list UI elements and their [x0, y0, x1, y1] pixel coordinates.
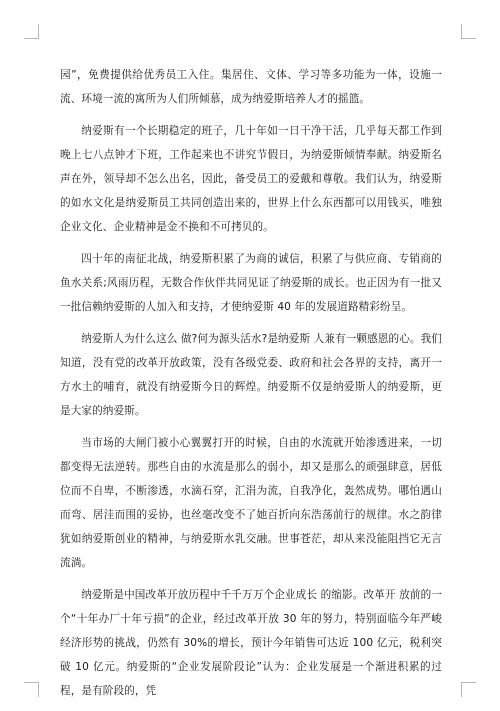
crop-mark-top-right — [461, 24, 476, 39]
crop-mark-top-left — [24, 24, 39, 39]
paragraph-5: 当市场的大闸门被小心翼翼打开的时候，自由的水流就开始渗透进来，一切都变得无法逆转。那些自由的水流是那么的弱小，却又是那么的顽强肆意，居低位而不自卑，不断渗透，水滴石穿，汇涓为流，自我净化，轰然成势。哪怕遇山而弯、居洼而围的妥协，也丝毫改变不了她百折向东浩荡前行的规律。水之韵律犹如纳爱斯创业的精神，与纳爱斯水乳交融。世事苍茫，却从来没能阻挡它无言流淌。 — [60, 437, 442, 569]
paragraph-3: 四十年的南征北战，纳爱斯积累了为商的诚信，积累了与供应商、专销商的鱼水关系;风雨历程，无数合作伙伴共同见证了纳爱斯的成长。也正因为有一批又一批信赖纳爱斯的人加入和支持，才使纳爱斯 40 年的发展道路精彩纷呈。 — [60, 253, 442, 313]
crop-mark-bottom-right — [461, 682, 476, 697]
paragraph-2: 纳爱斯有一个长期稳定的班子，几十年如一日干净干活，几乎每天都工作到晚上七八点钟才下班，工作起来也不讲究节假日，为纳爱斯倾情奉献。纳爱斯名声在外，领导却不怎么出名，因此，备受员工的爱戴和尊敬。我们认为，纳爱斯的如水文化是纳爱斯员工共同创造出来的，世界上什么东西都可以用钱买，唯独企业文化、企业精神是金不换和不可拷贝的。 — [60, 125, 442, 233]
paragraph-6: 纳爱斯是中国改革开放历程中千千万万个企业成长 的缩影。改革开 放前的一个“十年办厂十年亏损”的企业，经过改革开放 30 年的努力，特别面临今年严峻经济形势的挑战，仍然有 30%的增长，预计今年销售可达近 100 亿元，税利突破 10 亿元。纳爱斯的“企业发展阶段论”认为：企业发展是一个渐进积累的过程，是有阶段的，凭 — [60, 589, 442, 697]
paragraph-4: 纳爱斯人为什么这么 做?何为源头活水?是纳爱斯 人兼有一颗感恩的心。我们知道，没有党的改革开放政策，没有各级党委、政府和社会各界的支持，离开一方水土的哺育，就没有纳爱斯今日的辉煌。纳爱斯不仅是纳爱斯人的纳爱斯，更是大家的纳爱斯。 — [60, 333, 442, 417]
crop-mark-bottom-left — [24, 682, 39, 697]
paragraph-1: 园”，免费提供给优秀员工入住。集居住、文体、学习等多功能为一体，设施一流、环境一流的寓所为人们所倾慕，成为纳爱斯培养人才的摇篮。 — [60, 69, 442, 105]
document-body — [60, 63, 442, 711]
